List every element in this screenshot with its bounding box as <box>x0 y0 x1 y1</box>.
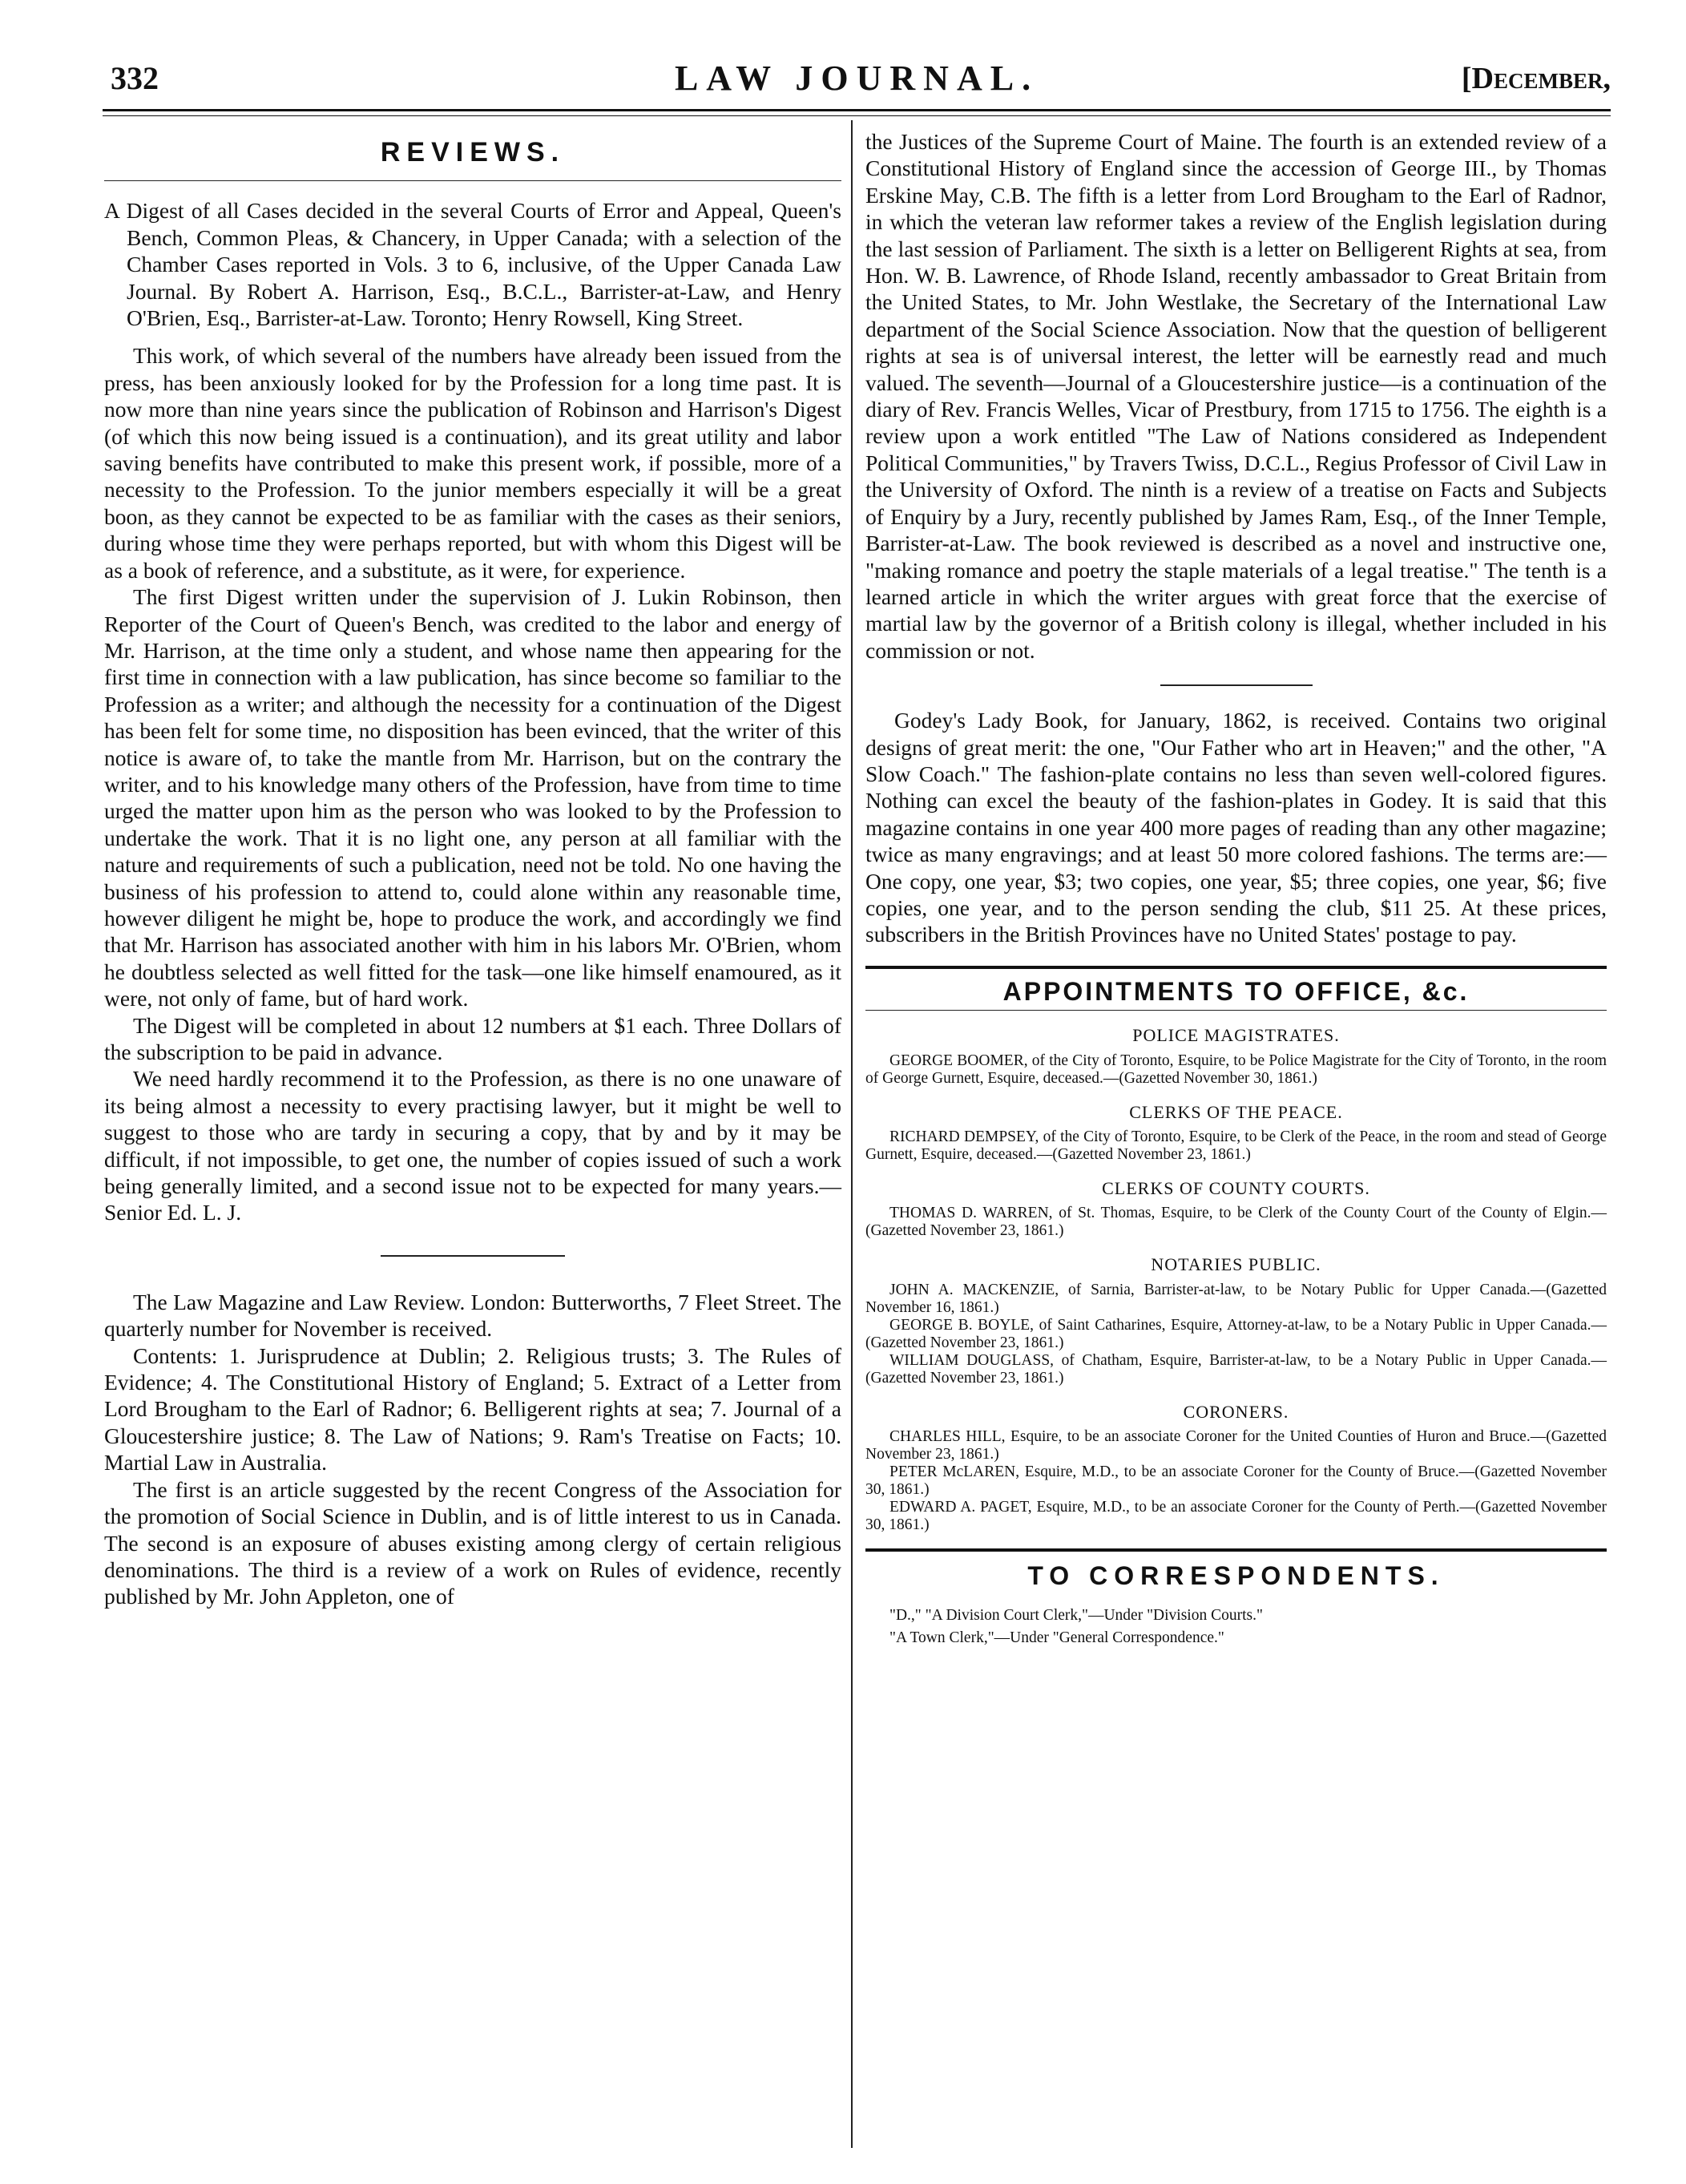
appointment-entry: WILLIAM DOUGLASS, of Chatham, Esquire, Barrister-at-law, to be a Notary Public in Upper Canada.—(Gazetted November 23, 1861.) <box>865 1351 1607 1387</box>
digest-paragraph: The first Digest written under the supervision of J. Lukin Robinson, then Reporter of the Court of Queen's Bench, was credited to the labor and energy of Mr. Harrison, at the time only a student, and whose name then appearing for the first time in connection with a law publication, has since become so familiar to the Profession as a writer; and although the necessity for a continuation of the Digest has been felt for some time, no disposition has been evinced, that the writer of this notice is aware of, to take the mantle from Mr. Harrison, but on the contrary the writer, and to his knowledge many others of the Profession, have from time to time urged the matter upon him as the person who was looked to by the Profession to undertake the work. That it is no light one, any person at all familiar with the nature and requirements of such a publication, need not be told. No one having the business of his profession to attend to, could alone within any reasonable time, however diligent he might be, hope to produce the work, and accordingly we find that Mr. Harrison has associated another with him in his labors Mr. O'Brien, whom he doubtless selected as well fitted for the task—one like himself enamoured, as it were, not only of fame, but of hard work. <box>104 584 841 1011</box>
correspondents-heading: TO CORRESPONDENTS. <box>1027 1561 1445 1591</box>
appointment-entry: JOHN A. MACKENZIE, of Sarnia, Barrister-at-law, to be Notary Public for Upper Canada.—(Gazetted November 16, 1861.) <box>865 1281 1607 1316</box>
digest-paragraph: We need hardly recommend it to the Profession, as there is no one unaware of its being almost a necessity to every practising lawyer, but it might be well to suggest to those who are tardy in securing a copy, that by and by it may be difficult, if not impossible, to get one, the number of copies issued of such a work being generally limited, and a second issue not to be expected for many years.—Senior Ed. L. J. <box>104 1066 841 1225</box>
appointments-subrule <box>865 1010 1607 1011</box>
appointment-entry: RICHARD DEMPSEY, of the City of Toronto, Esquire, to be Clerk of the Peace, in the room and stead of George Gurnett, Esquire, deceased.—(Gazetted November 23, 1861.) <box>865 1128 1607 1163</box>
heading-rule <box>104 180 841 181</box>
header-rule-thin <box>103 115 1611 116</box>
appointment-entry: GEORGE B. BOYLE, of Saint Catharines, Esquire, Attorney-at-law, to be a Notary Public in Upper Canada.—(Gazetted November 23, 1861.) <box>865 1316 1607 1351</box>
police-heading: POLICE MAGISTRATES. <box>1132 1025 1340 1046</box>
appointment-entry: PETER McLAREN, Esquire, M.D., to be an associate Coroner for the County of Bruce.—(Gazetted November 30, 1861.) <box>865 1463 1607 1499</box>
header-rule <box>103 109 1611 111</box>
running-header <box>103 58 1611 106</box>
appointment-entry: GEORGE BOOMER, of the City of Toronto, Esquire, to be Police Magistrate for the City of Toronto, in the room of George Gurnett, Esquire, deceased.—(Gazetted November 30, 1861.) <box>865 1052 1607 1087</box>
godey-review: Godey's Lady Book, for January, 1862, is received. Contains two original designs of great merit: the one, "Our Father who art in Heaven;" and the other, "A Slow Coach." The fashion-plate contains no less than seven well-colored figures. Nothing can excel the beauty of the fashion-plates in Godey. It is said that this magazine contains in one year 400 more pages of reading than any other magazine; twice as many engravings; and at least 50 more colored fashions. The terms are:—One copy, one year, $3; two copies, one year, $5; three copies, one year, $6; five copies, one year, and to the person sending the club, $11 25. At these prices, subscribers in the British Provinces have no United States' postage to pay. <box>865 708 1607 947</box>
magazine-paragraph: The first is an article suggested by the recent Congress of the Association for the promotion of Social Science in Dublin, and is of little interest to us in Canada. The second is an exposure of abuses existing among clergy of certain religious denominations. The third is a review of a work on Rules of evidence, recently published by Mr. John Appleton, one of <box>104 1476 841 1609</box>
notaries-heading: NOTARIES PUBLIC. <box>1151 1254 1321 1275</box>
magazine-continuation: the Justices of the Supreme Court of Maine. The fourth is an extended review of a Constitutional History of England since the accession of George III., by Thomas Erskine May, C.B. The fifth is a letter from Lord Brougham to the Earl of Radnor, in which the veteran law reformer takes a review of the English legislation during the last session of Parliament. The sixth is a letter on Belligerent Rights at sea, from Hon. W. B. Lawrence, of Rhode Island, recently ambassador to Great Britain from the United States, to Mr. John Westlake, the Secretary of the International Law department of the Social Science Association. Now that the question of belligerent rights at sea is of universal interest, the letter will be earnestly read and much valued. The seventh—Journal of a Gloucestershire justice—is a continuation of the diary of Rev. Francis Welles, Vicar of Prestbury, from 1715 to 1756. The eighth is a review upon a work entitled "The Law of Nations considered as Independent Political Communities," by Travers Twiss, D.C.L., Regius Professor of Civil Law in the University of Oxford. The ninth is a review of a treatise on Facts and Subjects of Enquiry by a Jury, recently published by James Ram, Esq., of the Inner Temple, Barrister-at-Law. The book reviewed is described as a novel and instructive one, "making romance and poetry the staple materials of a legal treatise." The tenth is a learned article in which the writer argues with great force that the exercise of martial law by the governor of a British colony is illegal, whether included in his commission or not. <box>865 129 1607 663</box>
magazine-paragraph: The Law Magazine and Law Review. London: Butterworths, 7 Fleet Street. The quarterly number for November is received. <box>104 1289 841 1342</box>
correspondents-rule <box>865 1548 1607 1552</box>
column-divider <box>851 120 853 2148</box>
appointment-entry: CHARLES HILL, Esquire, to be an associate Coroner for the United Counties of Huron and Bruce.—(Gazetted November 23, 1861.) <box>865 1428 1607 1463</box>
digest-paragraph: The Digest will be completed in about 12 numbers at $1 each. Three Dollars of the subscription to be paid in advance. <box>104 1012 841 1064</box>
digest-paragraph: This work, of which several of the numbers have already been issued from the press, has been anxiously looked for by the Profession for a long time past. It is now more than nine years since the publication of Robinson and Harrison's Digest (of which this now being issued is a continuation), and its great utility and labor saving benefits have contributed to make this present work, if possible, more of a necessity to the Profession. To the junior members especially it will be a great boon, as they cannot be expected to be as familiar with the cases as their seniors, during whose time they were perhaps reported, but with whom this Digest will be as a book of reference, and a substitute, as it were, for experience. <box>104 343 841 583</box>
reviews-heading: REVIEWS. <box>380 137 566 168</box>
magazine-contents: Contents: 1. Jurisprudence at Dublin; 2. Religious trusts; 3. The Rules of Evidence; 4. The Constitutional History of England; 5. Extract of a Letter from Lord Brougham to the Earl of Radnor; 6. Belligerent rights at sea; 7. Journal of a Gloucestershire justice; 8. The Law of Nations; 9. Ram's Treatise on Facts; 10. Martial Law in Australia. <box>104 1342 841 1476</box>
journal-title: LAW JOURNAL. <box>674 59 1039 98</box>
right-column <box>865 128 1607 1649</box>
page-number: 332 <box>111 60 159 96</box>
section-separator <box>1160 684 1313 686</box>
appointments-heading: APPOINTMENTS TO OFFICE, &c. <box>1002 976 1470 1006</box>
appointments-rule <box>865 966 1607 969</box>
appointment-entry: THOMAS D. WARREN, of St. Thomas, Esquire, to be Clerk of the County Court of the County of Elgin.—(Gazetted November 23, 1861.) <box>865 1205 1607 1240</box>
running-month: [December, <box>1461 62 1611 95</box>
appointment-entry: EDWARD A. PAGET, Esquire, M.D., to be an associate Coroner for the County of Perth.—(Gazetted November 30, 1861.) <box>865 1499 1607 1534</box>
correspondent-note: "A Town Clerk,"—Under "General Correspondence." <box>889 1629 1224 1646</box>
section-separator <box>381 1255 565 1257</box>
digest-citation: A Digest of all Cases decided in the several Courts of Error and Appeal, Queen's Bench, Common Pleas, & Chancery, in Upper Canada; with a selection of the Chamber Cases reported in Vols. 3 to 6, inclusive, of the Upper Canada Law Journal. By Robert A. Harrison, Esq., B.C.L., Barrister-at-Law, and Henry O'Brien, Esq., Barrister-at-Law. Toronto; Henry Rowsell, King Street. <box>104 198 841 331</box>
left-column <box>104 128 841 1610</box>
county-courts-heading: CLERKS OF COUNTY COURTS. <box>1102 1178 1370 1198</box>
peace-heading: CLERKS OF THE PEACE. <box>1129 1101 1343 1122</box>
coroners-heading: CORONERS. <box>1183 1401 1289 1422</box>
correspondent-note: "D.," "A Division Court Clerk,"—Under "Division Courts." <box>889 1606 1263 1624</box>
